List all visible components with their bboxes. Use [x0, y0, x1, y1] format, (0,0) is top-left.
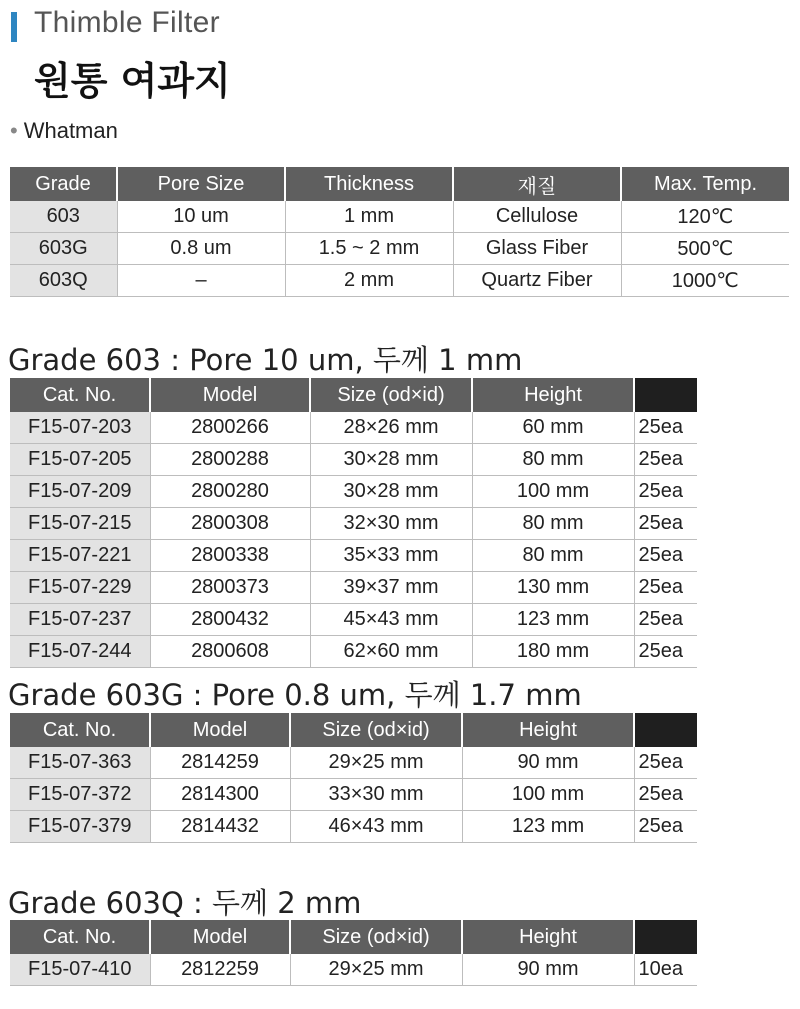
- cat-no-cell: F15-07-205: [10, 444, 150, 476]
- brand-name: Whatman: [23, 118, 118, 143]
- table-cell: 2814432: [150, 811, 290, 843]
- table-cell: 2814300: [150, 779, 290, 811]
- catalog-table: [10, 378, 697, 668]
- column-header: 재질: [453, 167, 621, 201]
- quantity-cell: 25ea: [634, 779, 697, 811]
- table-cell: 39×37 mm: [310, 572, 472, 604]
- cat-no-cell: F15-07-237: [10, 604, 150, 636]
- column-header: Height: [462, 920, 634, 954]
- column-header: Cat. No.: [10, 713, 150, 747]
- column-header: Cat. No.: [10, 378, 150, 412]
- page-title-en: Thimble Filter: [34, 6, 220, 39]
- table-cell: 120℃: [621, 201, 789, 233]
- table-cell: 2 mm: [285, 265, 453, 297]
- table-cell: 2800288: [150, 444, 310, 476]
- table-cell: –: [117, 265, 285, 297]
- cat-no-cell: F15-07-410: [10, 954, 150, 986]
- cat-no-cell: F15-07-229: [10, 572, 150, 604]
- column-header: Model: [150, 920, 290, 954]
- column-header: Size (od×id): [310, 378, 472, 412]
- table-cell: 10 um: [117, 201, 285, 233]
- cat-no-cell: F15-07-215: [10, 508, 150, 540]
- table-cell: 123 mm: [462, 811, 634, 843]
- column-header: Size (od×id): [290, 920, 462, 954]
- cat-no-cell: F15-07-203: [10, 412, 150, 444]
- table-cell: 29×25 mm: [290, 954, 462, 986]
- table-cell: 35×33 mm: [310, 540, 472, 572]
- column-header: Thickness: [285, 167, 453, 201]
- table-cell: 130 mm: [472, 572, 634, 604]
- table-row: [10, 444, 697, 476]
- quantity-cell: 25ea: [634, 508, 697, 540]
- table-cell: 29×25 mm: [290, 747, 462, 779]
- quantity-cell: 25ea: [634, 444, 697, 476]
- table-cell: 2800266: [150, 412, 310, 444]
- cat-no-cell: F15-07-363: [10, 747, 150, 779]
- column-header: Pore Size: [117, 167, 285, 201]
- table-row: [10, 201, 789, 233]
- table-row: [10, 412, 697, 444]
- quantity-cell: 25ea: [634, 604, 697, 636]
- table-cell: 45×43 mm: [310, 604, 472, 636]
- table-row: [10, 476, 697, 508]
- quantity-cell: 25ea: [634, 811, 697, 843]
- column-header: Height: [472, 378, 634, 412]
- column-header: Max. Temp.: [621, 167, 789, 201]
- grade-cell: 603Q: [10, 265, 117, 297]
- table-row: [10, 233, 789, 265]
- table-cell: 80 mm: [472, 444, 634, 476]
- table-cell: 30×28 mm: [310, 476, 472, 508]
- quantity-cell: 10ea: [634, 954, 697, 986]
- table-row: [10, 508, 697, 540]
- catalog-table: [10, 920, 697, 986]
- table-row: [10, 954, 697, 986]
- table-cell: 2800280: [150, 476, 310, 508]
- table-cell: 33×30 mm: [290, 779, 462, 811]
- table-cell: 90 mm: [462, 747, 634, 779]
- cat-no-cell: F15-07-379: [10, 811, 150, 843]
- table-cell: 80 mm: [472, 540, 634, 572]
- quantity-cell: 25ea: [634, 572, 697, 604]
- table-cell: 123 mm: [472, 604, 634, 636]
- column-header: Height: [462, 713, 634, 747]
- table-cell: 32×30 mm: [310, 508, 472, 540]
- quantity-header: [634, 713, 697, 747]
- section-title: Grade 603 : Pore 10 um, 두께 1 mm: [8, 343, 523, 377]
- table-cell: 30×28 mm: [310, 444, 472, 476]
- table-cell: 2814259: [150, 747, 290, 779]
- table-cell: 180 mm: [472, 636, 634, 668]
- column-header: Cat. No.: [10, 920, 150, 954]
- table-cell: 2812259: [150, 954, 290, 986]
- table-cell: 1000℃: [621, 265, 789, 297]
- cat-no-cell: F15-07-372: [10, 779, 150, 811]
- table-row: [10, 811, 697, 843]
- column-header: Size (od×id): [290, 713, 462, 747]
- cat-no-cell: F15-07-244: [10, 636, 150, 668]
- quantity-header: [634, 378, 697, 412]
- quantity-header: [634, 920, 697, 954]
- table-cell: 2800432: [150, 604, 310, 636]
- page-title-ko: 원통 여과지: [34, 59, 231, 103]
- table-row: [10, 265, 789, 297]
- grade-cell: 603G: [10, 233, 117, 265]
- table-cell: Quartz Fiber: [453, 265, 621, 297]
- table-cell: 1 mm: [285, 201, 453, 233]
- table-cell: 2800338: [150, 540, 310, 572]
- table-row: [10, 636, 697, 668]
- table-cell: 1.5 ~ 2 mm: [285, 233, 453, 265]
- table-cell: 100 mm: [472, 476, 634, 508]
- table-cell: 100 mm: [462, 779, 634, 811]
- table-row: [10, 779, 697, 811]
- spec-table: [10, 167, 789, 297]
- table-cell: 60 mm: [472, 412, 634, 444]
- column-header: Model: [150, 378, 310, 412]
- table-row: [10, 540, 697, 572]
- cat-no-cell: F15-07-221: [10, 540, 150, 572]
- table-cell: Cellulose: [453, 201, 621, 233]
- quantity-cell: 25ea: [634, 636, 697, 668]
- table-cell: 80 mm: [472, 508, 634, 540]
- table-cell: 0.8 um: [117, 233, 285, 265]
- header-accent-bar: [11, 12, 17, 42]
- table-row: [10, 747, 697, 779]
- quantity-cell: 25ea: [634, 540, 697, 572]
- quantity-cell: 25ea: [634, 476, 697, 508]
- quantity-cell: 25ea: [634, 412, 697, 444]
- column-header: Model: [150, 713, 290, 747]
- table-cell: 46×43 mm: [290, 811, 462, 843]
- table-cell: 2800308: [150, 508, 310, 540]
- table-cell: 62×60 mm: [310, 636, 472, 668]
- section-title: Grade 603Q : 두께 2 mm: [8, 886, 362, 920]
- brand-line: [10, 118, 118, 144]
- table-cell: 90 mm: [462, 954, 634, 986]
- table-cell: 500℃: [621, 233, 789, 265]
- section-title: Grade 603G : Pore 0.8 um, 두께 1.7 mm: [8, 678, 582, 712]
- table-cell: 2800373: [150, 572, 310, 604]
- catalog-table: [10, 713, 697, 843]
- table-cell: Glass Fiber: [453, 233, 621, 265]
- table-cell: 28×26 mm: [310, 412, 472, 444]
- table-row: [10, 572, 697, 604]
- bullet-icon: •: [10, 118, 18, 143]
- column-header: Grade: [10, 167, 117, 201]
- cat-no-cell: F15-07-209: [10, 476, 150, 508]
- quantity-cell: 25ea: [634, 747, 697, 779]
- table-cell: 2800608: [150, 636, 310, 668]
- grade-cell: 603: [10, 201, 117, 233]
- table-row: [10, 604, 697, 636]
